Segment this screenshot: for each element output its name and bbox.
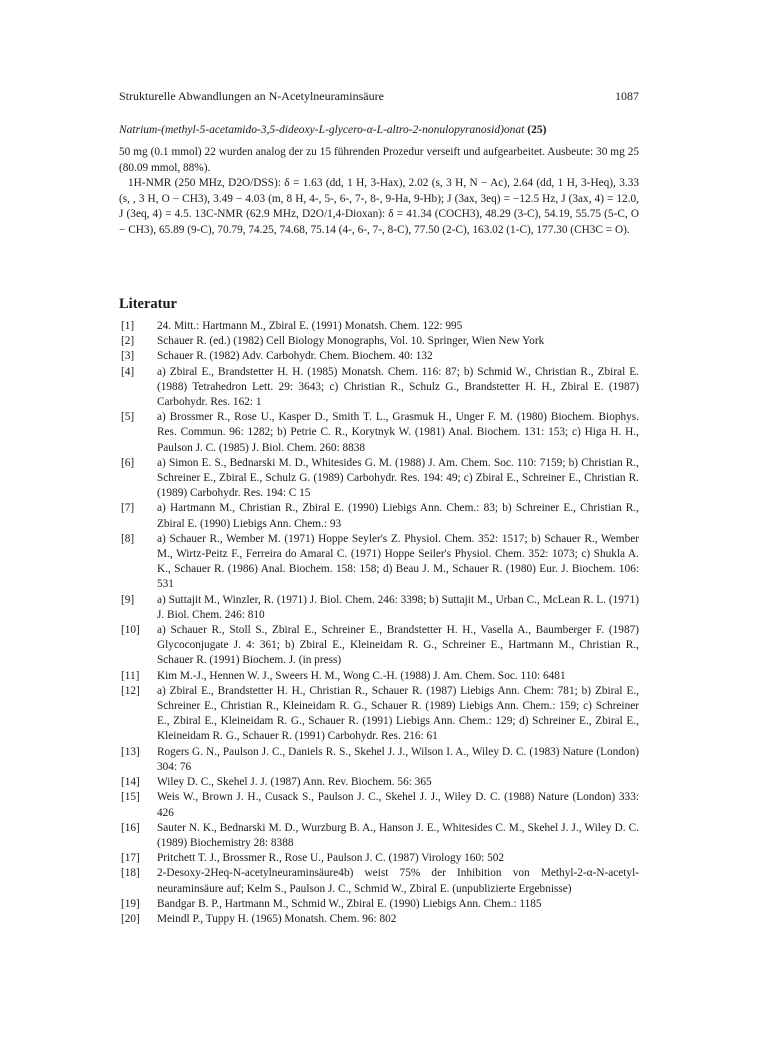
reference-number: [2] (121, 335, 135, 348)
reference-item (119, 349, 639, 364)
experimental-procedure (119, 145, 639, 238)
reference-text: Schauer R. (ed.) (1982) Cell Biology Monographs, Vol. 10. Springer, Wien New York (157, 335, 545, 348)
reference-number: [6] (121, 456, 135, 469)
compound-title (119, 124, 639, 136)
reference-text: Kim M.-J., Hennen W. J., Sweers H. M., Wong C.-H. (1988) J. Am. Chem. Soc. 110: 6481 (157, 669, 566, 682)
procedure-paragraph: 50 mg (0.1 mmol) 22 wurden analog der zu 15 führenden Prozedur verseift und aufgearbeitet. Ausbeute: 30 mg 25 (80.09 mmol, 88%). (119, 146, 639, 174)
reference-number: [10] (121, 624, 140, 637)
literature-heading: Literatur (119, 296, 177, 312)
reference-text: Meindl P., Tuppy H. (1965) Monatsh. Chem. 96: 802 (157, 912, 397, 925)
running-head (119, 89, 639, 104)
reference-text: Wiley D. C., Skehel J. J. (1987) Ann. Rev. Biochem. 56: 365 (157, 776, 432, 789)
reference-text: Rogers G. N., Paulson J. C., Daniels R. S., Skehel J. J., Wilson I. A., Wiley D. C. (1983) Nature (London) 304: 76 (157, 745, 639, 773)
reference-number: [9] (121, 593, 135, 606)
reference-item (119, 623, 639, 669)
reference-item (119, 532, 639, 593)
reference-text: a) Schauer R., Stoll S., Zbiral E., Schreiner E., Brandstetter H. H., Vasella A., Baumberger F. (1987) Glycoconjugate J. 4: 361; b) Zbiral E., Kleineidam R. G., Schreiner E., Hartmann M., Christian R., Schauer R. (1991) Biochem. J. (in press) (157, 624, 639, 667)
reference-item (119, 912, 639, 927)
reference-number: [17] (121, 852, 140, 865)
reference-item (119, 821, 639, 851)
reference-item (119, 897, 639, 912)
reference-item (119, 851, 639, 866)
reference-text: Schauer R. (1982) Adv. Carbohydr. Chem. Biochem. 40: 132 (157, 350, 433, 363)
reference-item (119, 593, 639, 623)
reference-number: [18] (121, 867, 140, 880)
reference-number: [12] (121, 684, 140, 697)
reference-text: Sauter N. K., Bednarski M. D., Wurzburg B. A., Hanson J. E., Whitesides C. M., Skehel J. J., Wiley D. C. (1989) Biochemistry 28: 8388 (157, 821, 639, 849)
reference-number: [19] (121, 897, 140, 910)
reference-text: 24. Mitt.: Hartmann M., Zbiral E. (1991) Monatsh. Chem. 122: 995 (157, 320, 463, 332)
reference-item (119, 669, 639, 684)
running-title: Strukturelle Abwandlungen an N-Acetylneuraminsäure (119, 89, 384, 103)
reference-number: [3] (121, 350, 135, 363)
reference-text: a) Brossmer R., Rose U., Kasper D., Smith T. L., Grasmuk H., Unger F. M. (1980) Biochem. Biophys. Res. Commun. 96: 1282; b) Petrie C. R., Korytnyk W. (1981) Anal. Biochem. 131: 153; c) Higa H. H., Paulson J. C. (1985) J. Biol. Chem. 260: 8838 (157, 411, 639, 454)
reference-text: a) Schauer R., Wember M. (1971) Hoppe Seyler's Z. Physiol. Chem. 352: 1517; b) Schauer R., Wember M., Wirtz-Peitz F., Ferreira do Amaral C. (1971) Hoppe Seiler's Physiol. Chem. 352: 1073; c) Shukla A. K., Schauer R. (1986) Anal. Biochem. 158: 158; d) Beau J. M., Schauer R. (1980) Eur. J. Biochem. 106: 531 (157, 532, 639, 591)
compound-number: (25) (527, 124, 547, 136)
reference-text: a) Zbiral E., Brandstetter H. H. (1985) Monatsh. Chem. 116: 87; b) Schmid W., Christian R., Zbiral E. (1988) Tetrahedron Lett. 29: 3643; c) Christian R., Schulz G., Brandstetter H. H., Zbiral E. (1987) Carbohydr. Res. 162: 1 (157, 365, 639, 409)
reference-number: [5] (121, 411, 135, 424)
reference-text: a) Simon E. S., Bednarski M. D., Whitesides G. M. (1988) J. Am. Chem. Soc. 110: 7159; b) Christian R., Schreiner E., Zbiral E., Schulz G. (1989) Carbohydr. Res. 194: 49; c) Zbiral E., Schreiner E., Christian R. (1989) Carbohydr. Res. 194: C 15 (157, 456, 639, 500)
reference-number: [13] (121, 745, 140, 758)
page-number: 1087 (615, 89, 639, 103)
reference-number: [11] (121, 669, 140, 682)
reference-number: [15] (121, 791, 140, 804)
reference-item (119, 790, 639, 820)
reference-number: [20] (121, 912, 140, 925)
reference-number: [1] (121, 320, 135, 332)
reference-text: a) Suttajit M., Winzler, R. (1971) J. Biol. Chem. 246: 3398; b) Suttajit M., Urban C., McLean R. L. (1971) J. Biol. Chem. 246: 810 (157, 593, 639, 621)
reference-item (119, 745, 639, 775)
reference-text: Weis W., Brown J. H., Cusack S., Paulson J. C., Skehel J. J., Wiley D. C. (1988) Nature (London) 333: 426 (157, 791, 639, 819)
reference-item (119, 456, 639, 502)
reference-text: Pritchett T. J., Brossmer R., Rose U., Paulson J. C. (1987) Virology 160: 502 (157, 852, 505, 865)
reference-number: [4] (121, 365, 135, 378)
reference-number: [7] (121, 502, 135, 515)
reference-item (119, 501, 639, 531)
reference-item (119, 775, 639, 790)
reference-item (119, 365, 639, 411)
reference-number: [8] (121, 532, 135, 545)
reference-text: Bandgar B. P., Hartmann M., Schmid W., Zbiral E. (1990) Liebigs Ann. Chem.: 1185 (157, 897, 542, 910)
reference-item (119, 866, 639, 896)
reference-text: 2-Desoxy-2Heq-N-acetylneuraminsäure4b) weist 75% der Inhibition von Methyl-2-α-N-acetyl-neuraminsäure auf; Kelm S., Paulson J. C., Schmid W., Zbiral E. (unpublizierte Ergebnisse) (157, 867, 639, 895)
reference-item (119, 410, 639, 456)
nmr-paragraph: 1H-NMR (250 MHz, D2O/DSS): δ = 1.63 (dd, 1 H, 3-Hax), 2.02 (s, 3 H, N − Ac), 2.64 (dd, 1 H, 3-Heq), 3.33 (s, , 3 H, O − CH3), 3.49 − 4.03 (m, 8 H, 4-, 5-, 6-, 7-, 8-, 9-Ha, 9-Hb); J (3ax, 3eq) = −12.5 Hz, J (3ax, 4) = 12.0, J (3eq, 4) = 4.5. 13C-NMR (62.9 MHz, D2O/1,4-Dioxan): δ = 41.34 (COCH3), 48.29 (3-C), 54.19, 55.75 (5-C, O − CH3), 65.89 (9-C), 70.79, 74.25, 74.68, 75.14 (4-, 6-, 7-, 8-C), 77.50 (2-C), 163.02 (1-C), 177.30 (CH3C = O). (119, 177, 639, 236)
reference-list (119, 319, 639, 927)
compound-name: Natrium-(methyl-5-acetamido-3,5-dideoxy-L-glycero-α-L-altro-2-nonulopyranosid)onat (119, 124, 525, 136)
reference-text: a) Hartmann M., Christian R., Zbiral E. (1990) Liebigs Ann. Chem.: 83; b) Schreiner E., Christian R., Zbiral E. (1990) Liebigs Ann. Chem.: 93 (157, 502, 639, 530)
reference-item (119, 319, 639, 334)
reference-number: [16] (121, 821, 140, 834)
reference-text: a) Zbiral E., Brandstetter H. H., Christian R., Schauer R. (1987) Liebigs Ann. Chem: 781; b) Zbiral E., Schreiner E., Christian R., Kleineidam R. G., Schauer R. (1989) Liebigs Ann. Chem.: 159; c) Schreiner E., Zbiral E., Kleineidam R. G., Schauer R. (1991) Liebigs Ann. Chem.: 129; d) Schreiner E., Zbiral E., Kleineidam R. G., Schauer R. (1991) Carbohydr. Res. 216: 61 (157, 684, 639, 743)
reference-number: [14] (121, 776, 140, 789)
reference-item (119, 684, 639, 745)
reference-item (119, 334, 639, 349)
